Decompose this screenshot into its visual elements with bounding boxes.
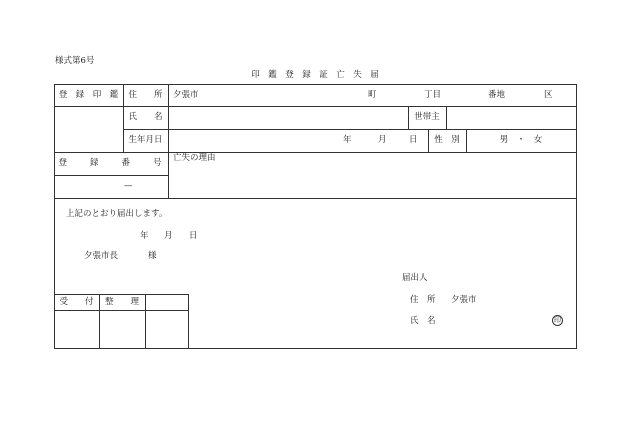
address-town-unit: 町	[368, 90, 377, 100]
address-label: 住 所	[128, 90, 163, 100]
seal-impression-area	[55, 107, 122, 151]
sex-options: 男 ・ 女	[499, 135, 543, 145]
rule-line	[54, 175, 168, 176]
received-label: 受 付	[59, 297, 94, 307]
birth-year-unit: 年	[343, 135, 352, 145]
address-chome-unit: 丁目	[424, 90, 442, 100]
sex-label: 性 別	[434, 135, 460, 145]
form-number: 様式第6号	[55, 56, 95, 66]
householder-label: 世帯主	[414, 112, 440, 122]
applicant-address-label: 住 所	[410, 295, 436, 305]
birth-month-unit: 月	[378, 135, 387, 145]
applicant-heading: 届出人	[402, 273, 428, 283]
rule-line	[54, 198, 577, 199]
registered-seal-label: 登 録 印 鑑	[58, 90, 119, 100]
applicant-address-city: 夕張市	[451, 295, 477, 305]
processed-label: 整 理	[104, 297, 139, 307]
registration-number-value: —	[124, 181, 133, 191]
rule-line	[168, 84, 169, 198]
declaration-year-unit: 年	[140, 231, 149, 241]
declaration-month-unit: 月	[164, 231, 173, 241]
name-label: 氏 名	[128, 112, 163, 122]
householder-field	[447, 107, 575, 128]
birth-date-label: 生年月日	[128, 135, 163, 145]
rule-line	[123, 129, 577, 130]
address-city: 夕張市	[173, 90, 199, 100]
rule-line	[188, 294, 189, 348]
name-field	[169, 107, 407, 128]
address-ku-unit: 区	[544, 90, 553, 100]
form-title: 印 鑑 登 録 証 亡 失 届	[251, 70, 379, 80]
address-banchi-unit: 番地	[488, 90, 506, 100]
declaration-day-unit: 日	[189, 231, 198, 241]
rule-line	[54, 152, 577, 153]
loss-reason-label: 亡失の理由	[173, 153, 216, 163]
rule-line	[54, 294, 189, 295]
addressee-honorific: 様	[148, 251, 157, 261]
birth-day-unit: 日	[409, 135, 418, 145]
rule-line	[54, 310, 189, 311]
applicant-name-label: 氏 名	[410, 316, 436, 326]
registration-number-label: 登 録 番 号	[58, 158, 164, 168]
addressee: 夕張市長	[84, 251, 119, 261]
declaration-statement: 上記のとおり届出します。	[66, 209, 168, 219]
rule-line	[145, 294, 146, 348]
seal-mark-icon: 印	[554, 316, 561, 324]
